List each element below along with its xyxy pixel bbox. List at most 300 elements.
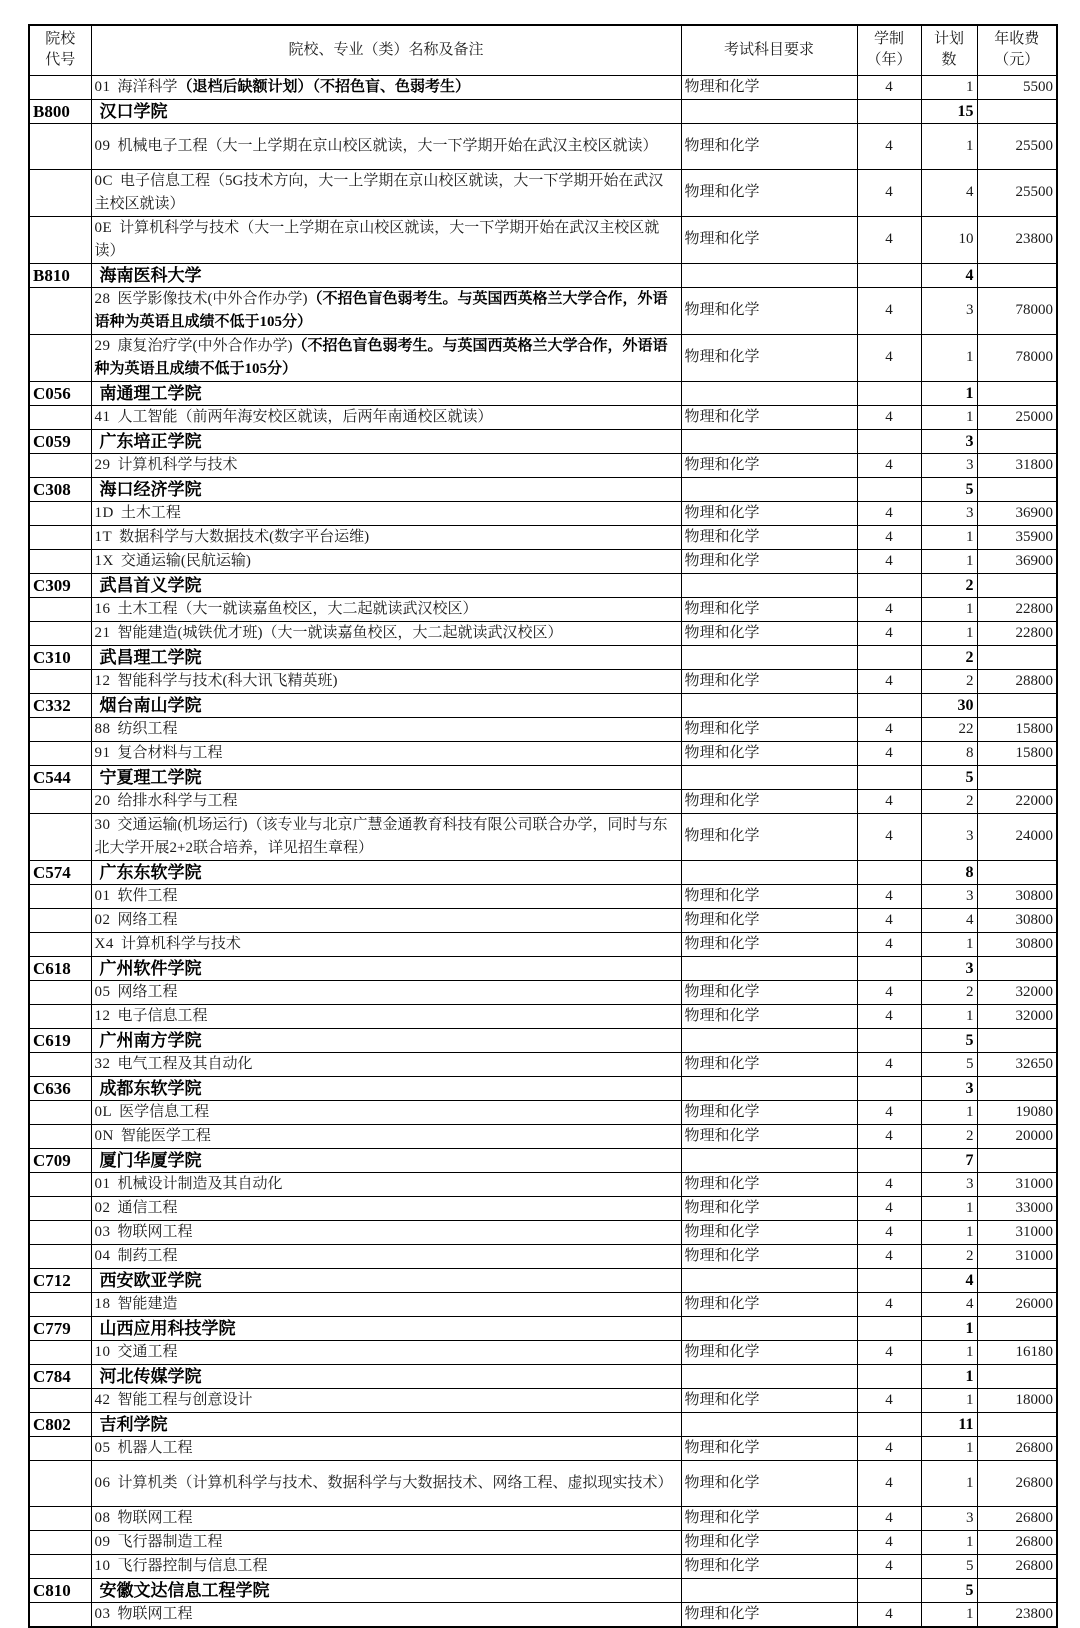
major-title: 物联网工程 xyxy=(117,1605,193,1622)
exam-subject-cell: 物理和化学 xyxy=(681,789,857,813)
fee-cell: 28800 xyxy=(977,669,1057,693)
school-name-cell: 厦门华厦学院 xyxy=(91,1148,681,1172)
years-cell: 4 xyxy=(857,1436,921,1460)
major-code-blank-cell xyxy=(29,1172,91,1196)
major-code-blank-cell xyxy=(29,1196,91,1220)
fee-cell: 33000 xyxy=(977,1196,1057,1220)
exam-subject-cell: 物理和化学 xyxy=(681,1340,857,1364)
major-code-blank-cell xyxy=(29,75,91,99)
school-name-cell: 烟台南山学院 xyxy=(91,693,681,717)
major-row xyxy=(29,123,1057,169)
exam-subject-cell: 物理和化学 xyxy=(681,1172,857,1196)
fee-cell xyxy=(977,1268,1057,1292)
major-row xyxy=(29,334,1057,381)
major-code-blank-cell xyxy=(29,669,91,693)
plan-count-cell: 4 xyxy=(921,1292,977,1316)
school-name-cell: 成都东软学院 xyxy=(91,1076,681,1100)
major-title: 智能工程与创意设计 xyxy=(117,1391,253,1408)
major-code-blank-cell xyxy=(29,1506,91,1530)
plan-count-cell: 5 xyxy=(921,1028,977,1052)
major-remark: （大一上学期在京山校区就读，大一下学期开始在武汉主校区就读） xyxy=(94,219,660,259)
years-cell xyxy=(857,1268,921,1292)
school-code-cell: C308 xyxy=(29,477,91,501)
major-name-cell xyxy=(91,334,681,381)
fee-cell: 23800 xyxy=(977,1602,1057,1627)
exam-subject-cell: 物理和化学 xyxy=(681,1004,857,1028)
major-code: 10 xyxy=(94,1557,111,1574)
major-row xyxy=(29,169,1057,216)
major-title: 智能建造 xyxy=(117,1295,178,1312)
exam-subject-cell: 物理和化学 xyxy=(681,813,857,860)
exam-subject-cell: 物理和化学 xyxy=(681,1506,857,1530)
major-row xyxy=(29,1100,1057,1124)
major-code: 41 xyxy=(94,408,111,425)
years-cell: 4 xyxy=(857,1602,921,1627)
fee-cell xyxy=(977,1364,1057,1388)
major-code: 42 xyxy=(94,1391,111,1408)
major-row xyxy=(29,932,1057,956)
major-row xyxy=(29,717,1057,741)
major-row xyxy=(29,453,1057,477)
major-code: 0E xyxy=(94,219,113,236)
exam-cell xyxy=(681,765,857,789)
fee-cell: 32000 xyxy=(977,980,1057,1004)
major-code: 01 xyxy=(94,78,111,95)
plan-count-cell: 1 xyxy=(921,75,977,99)
major-code: 01 xyxy=(94,1175,111,1192)
major-code-blank-cell xyxy=(29,597,91,621)
exam-subject-cell: 物理和化学 xyxy=(681,908,857,932)
years-cell: 4 xyxy=(857,453,921,477)
major-code: 16 xyxy=(94,600,111,617)
plan-count-cell: 11 xyxy=(921,1412,977,1436)
years-cell xyxy=(857,1316,921,1340)
fee-cell: 26800 xyxy=(977,1460,1057,1506)
major-code: 02 xyxy=(94,911,111,928)
exam-subject-cell: 物理和化学 xyxy=(681,1220,857,1244)
years-cell: 4 xyxy=(857,334,921,381)
major-name-cell xyxy=(91,813,681,860)
major-code: 29 xyxy=(94,456,111,473)
major-code-blank-cell xyxy=(29,501,91,525)
years-cell: 4 xyxy=(857,1554,921,1578)
major-code: 02 xyxy=(94,1199,111,1216)
plan-count-cell: 2 xyxy=(921,669,977,693)
fee-cell: 24000 xyxy=(977,813,1057,860)
major-row xyxy=(29,597,1057,621)
fee-cell: 15800 xyxy=(977,717,1057,741)
exam-subject-cell: 物理和化学 xyxy=(681,549,857,573)
major-name-cell xyxy=(91,1172,681,1196)
major-code-blank-cell xyxy=(29,1530,91,1554)
years-cell: 4 xyxy=(857,789,921,813)
school-row xyxy=(29,1028,1057,1052)
plan-count-cell: 3 xyxy=(921,813,977,860)
years-cell: 4 xyxy=(857,1196,921,1220)
school-row xyxy=(29,956,1057,980)
school-name-cell: 山西应用科技学院 xyxy=(91,1316,681,1340)
header-line: 院校、专业（类）名称及备注 xyxy=(288,41,484,58)
plan-count-cell: 1 xyxy=(921,1388,977,1412)
major-remark: （前两年海安校区就读，后两年南通校区就读） xyxy=(177,408,493,425)
school-name-cell: 广东东软学院 xyxy=(91,860,681,884)
fee-cell: 5500 xyxy=(977,75,1057,99)
header-line: 考试科目要求 xyxy=(723,41,814,58)
major-title: 交通工程 xyxy=(117,1343,178,1360)
plan-count-cell: 1 xyxy=(921,405,977,429)
fee-cell: 32650 xyxy=(977,1052,1057,1076)
plan-count-cell: 1 xyxy=(921,1100,977,1124)
years-cell: 4 xyxy=(857,1506,921,1530)
school-name-cell: 武昌首义学院 xyxy=(91,573,681,597)
years-cell xyxy=(857,1364,921,1388)
years-cell: 4 xyxy=(857,549,921,573)
exam-subject-cell: 物理和化学 xyxy=(681,1244,857,1268)
school-row xyxy=(29,1268,1057,1292)
exam-cell xyxy=(681,429,857,453)
major-code-blank-cell xyxy=(29,1554,91,1578)
school-code-cell: C709 xyxy=(29,1148,91,1172)
major-code-blank-cell xyxy=(29,1602,91,1627)
exam-subject-cell: 物理和化学 xyxy=(681,1554,857,1578)
major-row xyxy=(29,1436,1057,1460)
major-row xyxy=(29,1220,1057,1244)
major-code-blank-cell xyxy=(29,741,91,765)
fee-cell xyxy=(977,956,1057,980)
major-row xyxy=(29,908,1057,932)
major-title: 智能医学工程 xyxy=(120,1127,211,1144)
plan-count-cell: 3 xyxy=(921,429,977,453)
plan-count-cell: 1 xyxy=(921,1530,977,1554)
header-line: 数 xyxy=(941,52,957,69)
major-code-blank-cell xyxy=(29,1244,91,1268)
major-code: 04 xyxy=(94,1247,111,1264)
major-name-cell xyxy=(91,932,681,956)
plan-count-cell: 3 xyxy=(921,1076,977,1100)
fee-cell: 36900 xyxy=(977,501,1057,525)
school-code-cell: C309 xyxy=(29,573,91,597)
years-cell: 4 xyxy=(857,1100,921,1124)
major-title: 网络工程 xyxy=(117,911,178,928)
school-row xyxy=(29,1364,1057,1388)
header-cell-fee xyxy=(977,25,1057,75)
major-code-blank-cell xyxy=(29,287,91,334)
plan-count-cell: 4 xyxy=(921,908,977,932)
plan-count-cell: 1 xyxy=(921,1340,977,1364)
exam-subject-cell: 物理和化学 xyxy=(681,980,857,1004)
plan-count-cell: 1 xyxy=(921,621,977,645)
years-cell xyxy=(857,1148,921,1172)
school-code-cell: B800 xyxy=(29,99,91,123)
exam-subject-cell: 物理和化学 xyxy=(681,405,857,429)
major-row xyxy=(29,741,1057,765)
exam-subject-cell: 物理和化学 xyxy=(681,1530,857,1554)
plan-count-cell: 4 xyxy=(921,263,977,287)
major-code-blank-cell xyxy=(29,1388,91,1412)
school-row xyxy=(29,1316,1057,1340)
major-title: 机械设计制造及其自动化 xyxy=(117,1175,283,1192)
plan-count-cell: 3 xyxy=(921,884,977,908)
major-name-cell xyxy=(91,1292,681,1316)
plan-count-cell: 5 xyxy=(921,1578,977,1602)
major-code: 1D xyxy=(94,504,114,521)
major-title: 网络工程 xyxy=(117,983,178,1000)
years-cell xyxy=(857,573,921,597)
major-code: 1T xyxy=(94,528,113,545)
school-code-cell: C779 xyxy=(29,1316,91,1340)
years-cell: 4 xyxy=(857,1460,921,1506)
major-name-cell xyxy=(91,1554,681,1578)
plan-count-cell: 3 xyxy=(921,1172,977,1196)
years-cell: 4 xyxy=(857,169,921,216)
fee-cell xyxy=(977,99,1057,123)
fee-cell: 78000 xyxy=(977,334,1057,381)
major-title: 复合材料与工程 xyxy=(117,744,223,761)
fee-cell xyxy=(977,645,1057,669)
exam-cell xyxy=(681,1028,857,1052)
major-name-cell xyxy=(91,1124,681,1148)
fee-cell xyxy=(977,573,1057,597)
school-code-cell: C802 xyxy=(29,1412,91,1436)
years-cell xyxy=(857,477,921,501)
school-row xyxy=(29,99,1057,123)
major-code: X4 xyxy=(94,935,114,952)
school-name-cell: 海口经济学院 xyxy=(91,477,681,501)
major-row xyxy=(29,1602,1057,1627)
major-title: 物联网工程 xyxy=(117,1223,193,1240)
school-name-cell: 安徽文达信息工程学院 xyxy=(91,1578,681,1602)
fee-cell xyxy=(977,1316,1057,1340)
header-cell-exam xyxy=(681,25,857,75)
major-remark: （该专业与北京广慧金通教育科技有限公司联合办学，同时与东北大学开展2+2联合培养，详见招生章程） xyxy=(94,816,668,856)
exam-subject-cell: 物理和化学 xyxy=(681,525,857,549)
major-code: 05 xyxy=(94,1439,111,1456)
major-code: 09 xyxy=(94,137,111,154)
major-code: 30 xyxy=(94,816,111,833)
school-name-cell: 河北传媒学院 xyxy=(91,1364,681,1388)
major-remark: （不招色盲色弱考生。与英国西英格兰大学合作，外语语种为英语且成绩不低于105分） xyxy=(94,290,668,330)
major-remark: （不招色盲色弱考生。与英国西英格兰大学合作，外语语种为英语且成绩不低于105分） xyxy=(94,337,668,377)
major-code: 91 xyxy=(94,744,111,761)
fee-cell: 25000 xyxy=(977,405,1057,429)
major-code-blank-cell xyxy=(29,1100,91,1124)
major-title: 医学影像技术(中外合作办学) xyxy=(117,290,308,307)
plan-count-cell: 2 xyxy=(921,1244,977,1268)
major-row xyxy=(29,525,1057,549)
major-title: 物联网工程 xyxy=(117,1509,193,1526)
header-line: （年） xyxy=(866,52,912,69)
major-title: 土木工程 xyxy=(120,504,181,521)
major-code: 12 xyxy=(94,1007,111,1024)
fee-cell xyxy=(977,1076,1057,1100)
years-cell xyxy=(857,99,921,123)
years-cell: 4 xyxy=(857,123,921,169)
exam-subject-cell: 物理和化学 xyxy=(681,884,857,908)
plan-count-cell: 5 xyxy=(921,1554,977,1578)
major-name-cell xyxy=(91,1340,681,1364)
plan-count-cell: 8 xyxy=(921,860,977,884)
major-name-cell xyxy=(91,1052,681,1076)
years-cell: 4 xyxy=(857,525,921,549)
major-name-cell xyxy=(91,501,681,525)
plan-count-cell: 4 xyxy=(921,1268,977,1292)
major-title: 电气工程及其自动化 xyxy=(117,1055,253,1072)
major-title: 纺织工程 xyxy=(117,720,178,737)
major-code-blank-cell xyxy=(29,169,91,216)
major-title: 医学信息工程 xyxy=(119,1103,210,1120)
plan-count-cell: 3 xyxy=(921,956,977,980)
years-cell: 4 xyxy=(857,717,921,741)
plan-count-cell: 1 xyxy=(921,334,977,381)
exam-cell xyxy=(681,693,857,717)
years-cell xyxy=(857,765,921,789)
exam-subject-cell: 物理和化学 xyxy=(681,1100,857,1124)
plan-count-cell: 1 xyxy=(921,123,977,169)
major-code-blank-cell xyxy=(29,525,91,549)
major-row xyxy=(29,1172,1057,1196)
years-cell xyxy=(857,860,921,884)
exam-subject-cell: 物理和化学 xyxy=(681,1460,857,1506)
major-code-blank-cell xyxy=(29,1220,91,1244)
fee-cell xyxy=(977,860,1057,884)
years-cell: 4 xyxy=(857,1124,921,1148)
major-name-cell xyxy=(91,597,681,621)
exam-subject-cell: 物理和化学 xyxy=(681,216,857,263)
plan-count-cell: 2 xyxy=(921,573,977,597)
exam-cell xyxy=(681,1148,857,1172)
years-cell xyxy=(857,381,921,405)
plan-count-cell: 2 xyxy=(921,789,977,813)
major-code-blank-cell xyxy=(29,1124,91,1148)
major-name-cell xyxy=(91,1220,681,1244)
major-row xyxy=(29,1506,1057,1530)
school-name-cell: 广东培正学院 xyxy=(91,429,681,453)
years-cell xyxy=(857,1578,921,1602)
major-code-blank-cell xyxy=(29,405,91,429)
major-name-cell xyxy=(91,123,681,169)
major-title: 康复治疗学(中外合作办学) xyxy=(117,337,293,354)
school-name-cell: 武昌理工学院 xyxy=(91,645,681,669)
major-title: 软件工程 xyxy=(117,887,178,904)
school-code-cell: C574 xyxy=(29,860,91,884)
years-cell: 4 xyxy=(857,980,921,1004)
years-cell xyxy=(857,645,921,669)
school-name-cell: 吉利学院 xyxy=(91,1412,681,1436)
plan-count-cell: 1 xyxy=(921,1436,977,1460)
plan-count-cell: 15 xyxy=(921,99,977,123)
plan-count-cell: 3 xyxy=(921,287,977,334)
header-line: （元） xyxy=(994,52,1040,69)
exam-cell xyxy=(681,1316,857,1340)
fee-cell: 30800 xyxy=(977,908,1057,932)
major-name-cell xyxy=(91,287,681,334)
years-cell: 4 xyxy=(857,1340,921,1364)
exam-subject-cell: 物理和化学 xyxy=(681,169,857,216)
header-row xyxy=(29,25,1057,75)
fee-cell: 22000 xyxy=(977,789,1057,813)
years-cell xyxy=(857,956,921,980)
school-code-cell: C810 xyxy=(29,1578,91,1602)
plan-count-cell: 4 xyxy=(921,169,977,216)
exam-subject-cell: 物理和化学 xyxy=(681,453,857,477)
fee-cell: 30800 xyxy=(977,932,1057,956)
school-row xyxy=(29,1578,1057,1602)
plan-count-cell: 1 xyxy=(921,1004,977,1028)
fee-cell: 31000 xyxy=(977,1172,1057,1196)
years-cell: 4 xyxy=(857,1530,921,1554)
exam-subject-cell: 物理和化学 xyxy=(681,123,857,169)
major-name-cell xyxy=(91,1436,681,1460)
header-cell-name xyxy=(91,25,681,75)
major-title: 人工智能 xyxy=(117,408,178,425)
major-row xyxy=(29,1460,1057,1506)
major-title: 给排水科学与工程 xyxy=(117,792,238,809)
header-cell-code xyxy=(29,25,91,75)
fee-cell: 23800 xyxy=(977,216,1057,263)
school-code-cell: B810 xyxy=(29,263,91,287)
exam-subject-cell: 物理和化学 xyxy=(681,932,857,956)
major-code-blank-cell xyxy=(29,334,91,381)
years-cell xyxy=(857,429,921,453)
major-row xyxy=(29,1196,1057,1220)
major-code: 18 xyxy=(94,1295,111,1312)
major-code-blank-cell xyxy=(29,717,91,741)
major-title: 电子信息工程 xyxy=(117,1007,208,1024)
plan-count-cell: 1 xyxy=(921,1364,977,1388)
major-title: 土木工程 xyxy=(117,600,178,617)
table-header xyxy=(29,25,1057,75)
fee-cell: 26800 xyxy=(977,1530,1057,1554)
plan-count-cell: 2 xyxy=(921,1124,977,1148)
major-name-cell xyxy=(91,789,681,813)
major-code: 0L xyxy=(94,1103,113,1120)
school-row xyxy=(29,1412,1057,1436)
school-row xyxy=(29,1148,1057,1172)
header-cell-plan xyxy=(921,25,977,75)
exam-cell xyxy=(681,477,857,501)
header-cell-years xyxy=(857,25,921,75)
years-cell: 4 xyxy=(857,1004,921,1028)
major-name-cell xyxy=(91,453,681,477)
exam-subject-cell: 物理和化学 xyxy=(681,1196,857,1220)
plan-count-cell: 1 xyxy=(921,525,977,549)
major-title: 交通运输(机场运行) xyxy=(117,816,248,833)
major-code: 03 xyxy=(94,1223,111,1240)
plan-count-cell: 5 xyxy=(921,477,977,501)
plan-count-cell: 8 xyxy=(921,741,977,765)
plan-count-cell: 1 xyxy=(921,1460,977,1506)
fee-cell: 18000 xyxy=(977,1388,1057,1412)
major-row xyxy=(29,287,1057,334)
years-cell: 4 xyxy=(857,1052,921,1076)
major-code: 21 xyxy=(94,624,111,641)
exam-cell xyxy=(681,1578,857,1602)
fee-cell: 32000 xyxy=(977,1004,1057,1028)
fee-cell: 26000 xyxy=(977,1292,1057,1316)
major-row xyxy=(29,980,1057,1004)
major-title: 飞行器控制与信息工程 xyxy=(117,1557,268,1574)
plan-count-cell: 5 xyxy=(921,1052,977,1076)
fee-cell: 35900 xyxy=(977,525,1057,549)
header-line: 院校 xyxy=(45,31,76,48)
major-code: 0N xyxy=(94,1127,114,1144)
fee-cell: 25500 xyxy=(977,123,1057,169)
major-code: 01 xyxy=(94,887,111,904)
fee-cell xyxy=(977,477,1057,501)
major-code: 0C xyxy=(94,172,114,189)
plan-count-cell: 1 xyxy=(921,381,977,405)
major-code-blank-cell xyxy=(29,1052,91,1076)
